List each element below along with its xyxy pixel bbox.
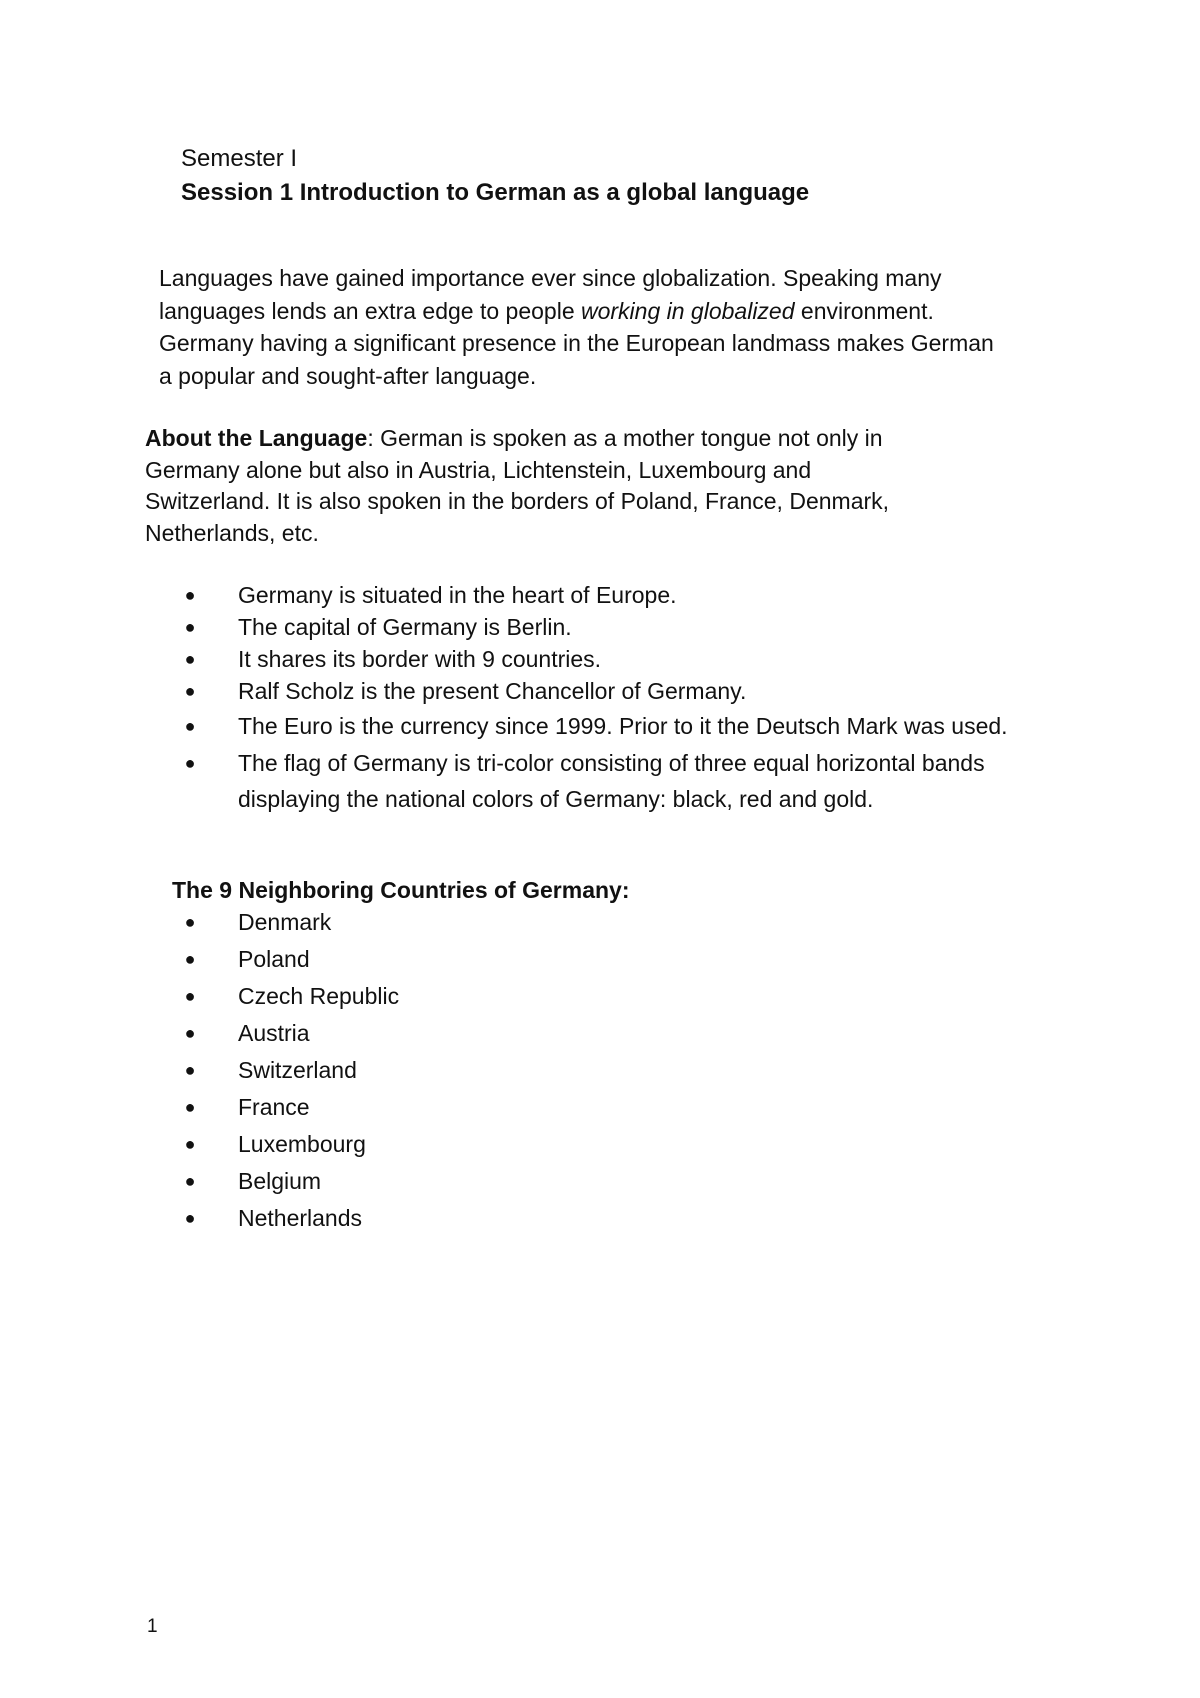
about-line-1 [145,423,1065,455]
bullet-icon: ● [184,1171,196,1191]
bullet-icon: ● [184,1097,196,1117]
list-item [180,1017,780,1054]
fact-text: The capital of Germany is Berlin. [238,614,572,640]
fact-text: Germany is situated in the heart of Europe. [238,582,677,608]
facts-list [180,579,1080,817]
bullet-icon: ● [184,1208,196,1228]
about-label: About the Language [145,425,368,451]
semester-label: Semester I [181,145,298,172]
bullet-icon: ● [184,681,196,701]
list-item [180,906,780,943]
list-item [180,1128,780,1165]
list-item [180,643,1080,675]
list-item [180,1091,780,1128]
intro-line-1: Languages have gained importance ever since globalization. Speaking many [159,265,942,291]
intro-line-2-start: languages lends an extra edge to people [159,297,581,324]
list-item [180,980,780,1017]
list-item [180,710,1080,742]
list-item [180,1054,780,1091]
bullet-icon: ● [184,986,196,1006]
about-line-3: Switzerland. It is also spoken in the borders of Poland, France, Denmark, [145,488,890,514]
country-name: Switzerland [238,1057,357,1083]
country-name: France [238,1094,310,1120]
country-name: Denmark [238,909,332,935]
bullet-icon: ● [184,753,196,773]
list-item [180,745,1080,817]
intro-paragraph [159,262,1079,392]
intro-line-3: Germany having a significant presence in the European landmass makes German [159,330,994,356]
neighbors-list [180,906,780,1239]
fact-text-continued: displaying the national colors of Germany: black, red and gold. [238,786,874,812]
list-item [180,1202,780,1239]
list-item [180,1165,780,1202]
fact-text: The Euro is the currency since 1999. Prior to it the Deutsch Mark was used. [238,713,1008,739]
country-name: Czech Republic [238,983,400,1009]
country-name: Netherlands [238,1205,363,1231]
bullet-icon: ● [184,617,196,637]
neighbors-heading: The 9 Neighboring Countries of Germany: [172,877,630,903]
session-title: Session 1 Introduction to German as a global language [181,179,810,206]
intro-line-2 [159,295,1079,328]
intro-line-2-end: environment. [794,297,934,324]
list-item [180,611,1080,643]
bullet-icon: ● [184,649,196,669]
bullet-icon: ● [184,1060,196,1080]
country-name: Luxembourg [238,1131,366,1157]
country-name: Poland [238,946,310,972]
intro-line-4: a popular and sought-after language. [159,362,537,389]
bullet-icon: ● [184,949,196,969]
list-item [180,579,1080,611]
bullet-icon: ● [184,716,196,736]
bullet-icon: ● [184,585,196,605]
page-number: 1 [147,1616,158,1637]
about-line-2: Germany alone but also in Austria, Lichtenstein, Luxembourg and [145,456,812,483]
about-line-1-rest: : German is spoken as a mother tongue not only in [367,425,883,451]
list-item [180,943,780,980]
bullet-icon: ● [184,912,196,932]
country-name: Belgium [238,1168,322,1194]
bullet-icon: ● [184,1134,196,1154]
list-item [180,675,1080,707]
about-paragraph [145,423,1065,549]
about-line-4: Netherlands, etc. [145,519,319,546]
bullet-icon: ● [184,1023,196,1043]
fact-text: Ralf Scholz is the present Chancellor of Germany. [238,678,747,704]
country-name: Austria [238,1020,310,1046]
fact-text: The flag of Germany is tri-color consisting of three equal horizontal bands [238,750,985,776]
fact-text: It shares its border with 9 countries. [238,646,602,672]
intro-italic-phrase: working in globalized [581,297,795,324]
